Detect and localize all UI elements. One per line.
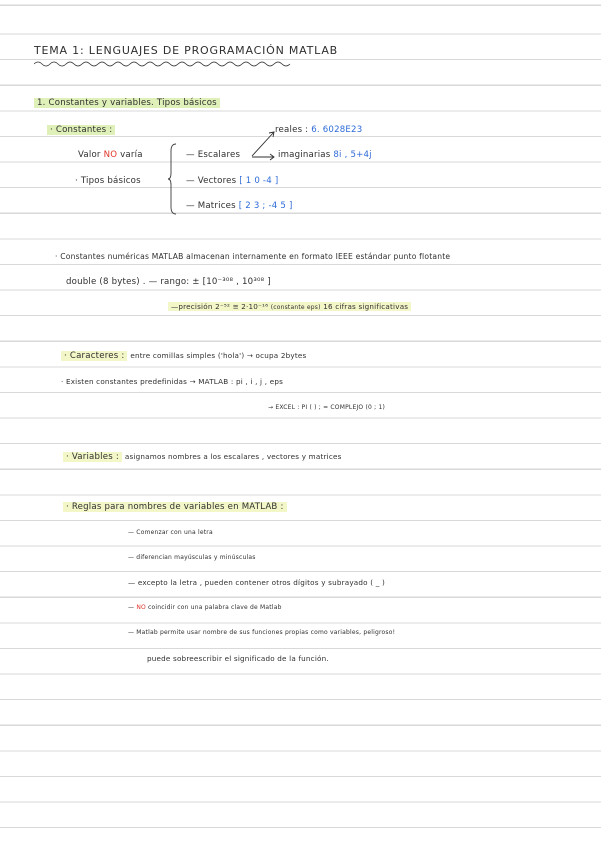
precision-note: (constante eps): [270, 304, 321, 311]
tipos-basicos-label: · Tipos básicos: [75, 176, 141, 186]
valor-no: NO: [103, 150, 118, 160]
left-brace: [168, 143, 178, 215]
numericas-line-1: · Constantes numéricas MATLAB almacenan internamente en formato IEEE estándar punto flotante: [55, 252, 451, 261]
caracteres-text: entre comillas simples ('hola') → ocupa 2bytes: [130, 351, 307, 360]
page-title: TEMA 1: LENGUAJES DE PROGRAMACIÓN MATLAB: [34, 44, 339, 57]
constantes-label: · Constantes :: [47, 125, 115, 135]
regla-item-continuation: puede sobreescribir el significado de la función.: [147, 654, 329, 663]
caracteres-line: [61, 351, 306, 361]
reglas-title: · Reglas para nombres de variables en MATLAB :: [63, 502, 287, 512]
caracteres-label: · Caracteres :: [61, 351, 127, 361]
valor-suffix: varía: [120, 150, 143, 160]
regla-item: — Matlab permite usar nombre de sus funciones propias como variables, peligroso!: [128, 629, 396, 636]
vectores-example: [ 1 0 -4 ]: [239, 176, 279, 186]
valor-line: [78, 150, 143, 160]
excel-line: → EXCEL : PI ( ) ; = COMPLEJO (0 ; 1): [268, 404, 386, 411]
regla-item-no-coincidir: — NO coincidir con una palabra clave de Matlab: [128, 604, 282, 611]
precision-suffix: 16 cifras significativas: [323, 302, 409, 311]
predefinidas-line: · Existen constantes predefinidas → MATLAB : pi , i , j , eps: [61, 377, 284, 386]
variables-label: · Variables :: [63, 452, 122, 462]
matrices-line: [186, 201, 293, 211]
imaginarias-example: 8i , 5+4j: [333, 150, 372, 160]
imaginarias-label: imaginarias: [278, 150, 331, 160]
matrices-label: — Matrices: [186, 201, 236, 211]
regla-item: — excepto la letra , pueden contener otros dígitos y subrayado ( _ ): [128, 578, 386, 587]
precision-prefix: —precisión 2⁻⁵² ≅ 2·10⁻¹⁶: [171, 302, 269, 311]
regla-no-word: NO: [136, 604, 146, 611]
reales-label: reales :: [275, 125, 309, 135]
escalares-label: — Escalares: [186, 150, 241, 160]
section-heading: 1. Constantes y variables. Tipos básicos: [34, 98, 220, 108]
imaginarias-line: [278, 150, 372, 160]
precision-line: [168, 302, 411, 311]
variables-text: asignamos nombres a los escalares , vectores y matrices: [124, 452, 342, 461]
reales-line: [275, 125, 362, 135]
reales-example: 6. 6028E23: [311, 125, 363, 135]
regla-item: — diferencian mayúsculas y minúsculas: [128, 554, 256, 561]
regla-item: — Comenzar con una letra: [128, 529, 213, 536]
matrices-example: [ 2 3 ; -4 5 ]: [238, 201, 293, 211]
vectores-label: — Vectores: [186, 176, 237, 186]
valor-prefix: Valor: [78, 150, 101, 160]
variables-line: [63, 452, 342, 462]
title-wavy-underline: [34, 60, 296, 68]
vectores-line: [186, 176, 278, 186]
numericas-line-2: double (8 bytes) . — rango: ± [10⁻³⁰⁸ , 10³⁰⁸ ]: [66, 277, 271, 287]
